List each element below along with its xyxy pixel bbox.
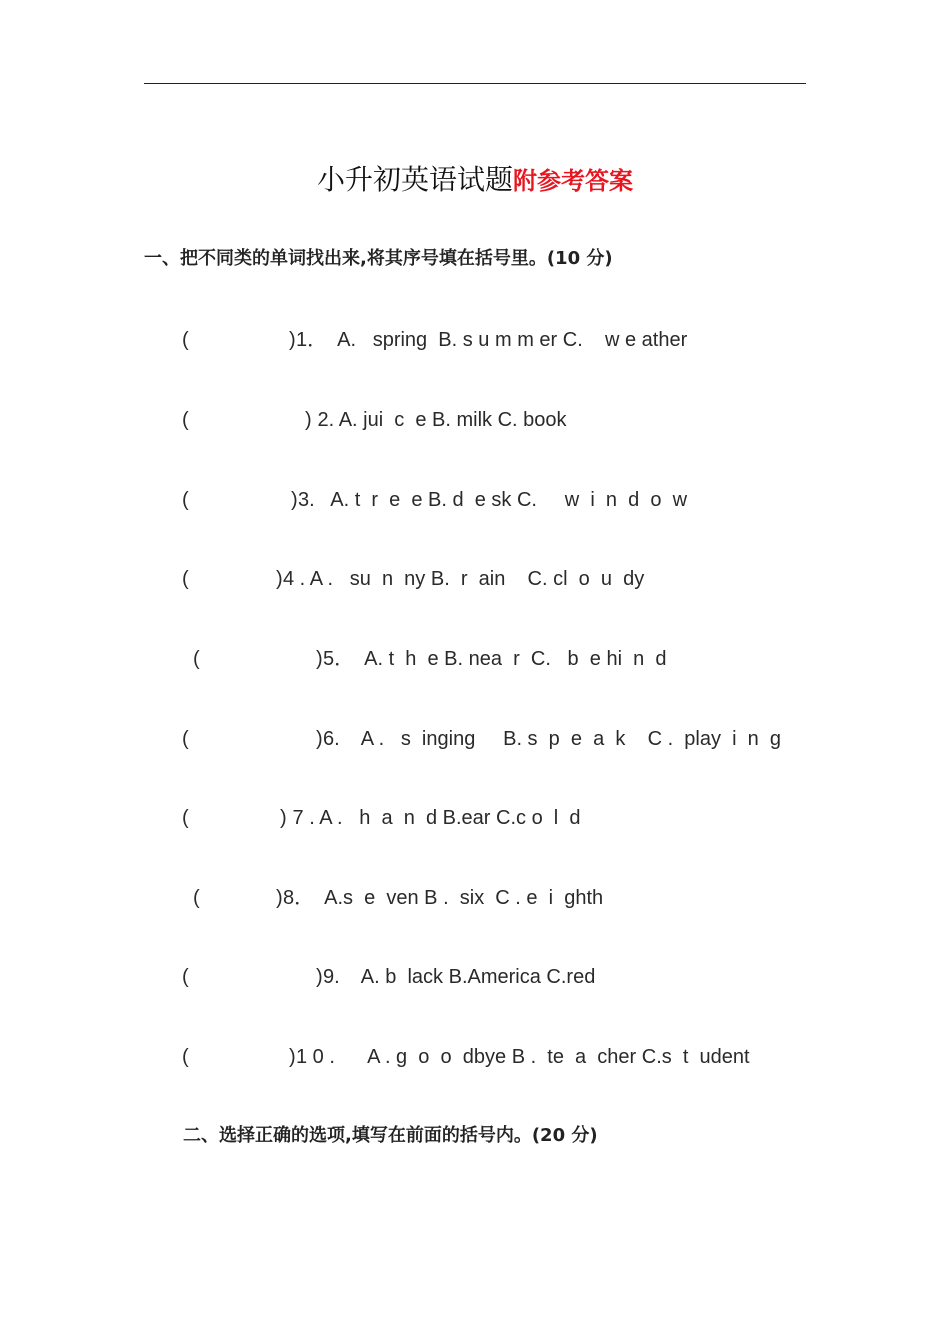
question-text: 1 0 . A . g o o dbye B . te a cher C.s t udent [296,1046,750,1068]
answer-paren-close: ) [316,966,323,988]
question-text: 8． A.s e ven B . six C . e i ghth [283,887,604,909]
answer-paren-open: ( [182,966,189,988]
answer-paren-open: ( [182,568,189,590]
answer-paren-open: ( [182,728,189,750]
page-title [0,160,950,204]
answer-paren-close: ) [280,807,287,829]
answer-paren-close: ) [291,489,298,511]
question-text: 7 . A . h a n d B.ear C.c o l d [287,807,581,829]
answer-paren-close: ) [276,568,283,590]
answer-paren-close: ) [289,1046,296,1068]
title-answer-note: 附参考答案 [513,167,633,195]
answer-paren-open: ( [182,409,189,431]
question-text: 4 . A . su n ny B. r ain C. cl o u dy [283,568,645,590]
answer-paren-close: ) [276,887,283,909]
answer-paren-close: ) [305,409,312,431]
question-text: 5． A. t h e B. nea r C. b e hi n d [323,648,667,670]
answer-paren-close: ) [316,648,323,670]
answer-paren-open: ( [182,329,189,351]
question-text: 2. A. jui c e B. milk C. book [312,409,567,431]
answer-paren-open: ( [193,887,200,909]
answer-paren-close: ) [289,329,296,351]
answer-paren-open: ( [182,489,189,511]
question-text: 9. A. b lack B.America C.red [323,966,596,988]
section-2-heading: 二、选择正确的选项,填写在前面的括号内。(20 分) [183,1125,598,1146]
answer-paren-close: ) [316,728,323,750]
section-1-heading: 一、把不同类的单词找出来,将其序号填在括号里。(10 分) [144,248,613,269]
header-rule [144,83,806,84]
question-text: 1． A. spring B. s u m m er C. w e ather [296,329,688,351]
question-text: 6. A . s inging B. s p e a k C . play i n g [323,728,781,750]
answer-paren-open: ( [182,1046,189,1068]
answer-paren-open: ( [182,807,189,829]
question-text: 3. A. t r e e B. d e sk C. w i n d o w [298,489,688,511]
answer-paren-open: ( [193,648,200,670]
title-main: 小升初英语试题 [316,163,513,196]
